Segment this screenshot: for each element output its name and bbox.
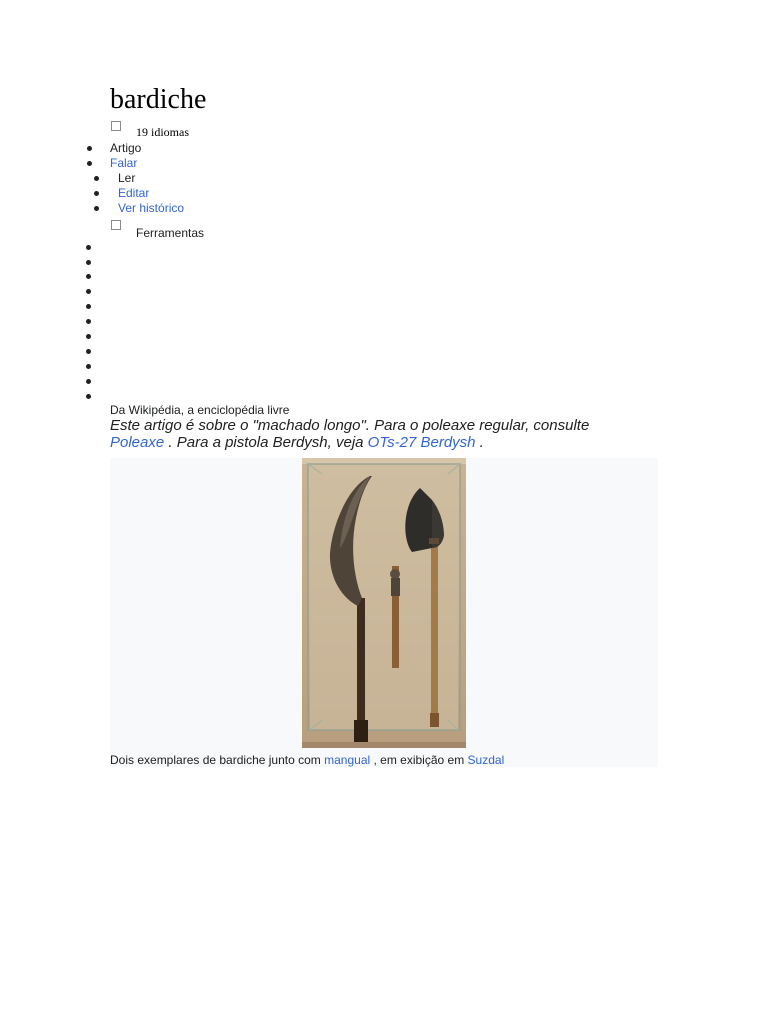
tab-read[interactable]	[118, 171, 135, 186]
site-tagline: Da Wikipédia, a enciclopédia livre	[110, 403, 290, 417]
tools-button[interactable]: Ferramentas	[136, 226, 205, 240]
language-toggle-checkbox[interactable]	[111, 121, 121, 131]
tools-list-item[interactable]	[86, 304, 91, 309]
languages-button[interactable]: 19 idiomas	[136, 125, 189, 139]
caption-text: , em exibição em	[373, 753, 465, 767]
tab-article-label: Artigo	[110, 141, 142, 155]
bardiche-photo[interactable]	[302, 458, 466, 748]
tools-list-item[interactable]	[86, 379, 91, 384]
page-title: bardiche	[110, 84, 207, 115]
tools-list-item[interactable]	[86, 349, 91, 354]
tab-edit[interactable]	[118, 186, 149, 201]
tools-list-item[interactable]	[86, 289, 91, 294]
poleaxe-link[interactable]: Poleaxe	[110, 434, 165, 451]
tab-talk[interactable]	[110, 156, 137, 171]
tools-list-item[interactable]	[86, 364, 91, 369]
hatnote-text: .	[479, 434, 484, 451]
figure-caption	[110, 753, 504, 768]
hatnote	[110, 417, 630, 451]
hatnote-text: Este artigo é sobre o "machado longo". Para o poleaxe regular, consulte	[110, 417, 590, 434]
mangual-link[interactable]: mangual	[324, 753, 371, 767]
tools-list-item[interactable]	[86, 319, 91, 324]
tools-list-item[interactable]	[86, 260, 91, 265]
tab-read-label: Ler	[118, 171, 136, 185]
tools-list-item[interactable]	[86, 394, 91, 399]
tools-toggle-checkbox[interactable]	[111, 220, 121, 230]
tab-edit-link[interactable]: Editar	[118, 186, 150, 200]
tools-list-item[interactable]	[86, 245, 91, 250]
ots27-berdysh-link[interactable]: OTs-27 Berdysh	[367, 434, 476, 451]
tab-talk-link[interactable]: Falar	[110, 156, 138, 170]
hatnote-text: . Para a pistola Berdysh, veja	[168, 434, 364, 451]
tools-list-item[interactable]	[86, 334, 91, 339]
tab-article[interactable]	[110, 141, 141, 156]
tab-history-link[interactable]: Ver histórico	[118, 201, 185, 215]
tools-list-item[interactable]	[86, 274, 91, 279]
figure	[110, 458, 658, 767]
suzdal-link[interactable]: Suzdal	[467, 753, 505, 767]
caption-text: Dois exemplares de bardiche junto com	[110, 753, 321, 767]
tab-history[interactable]	[118, 201, 184, 216]
